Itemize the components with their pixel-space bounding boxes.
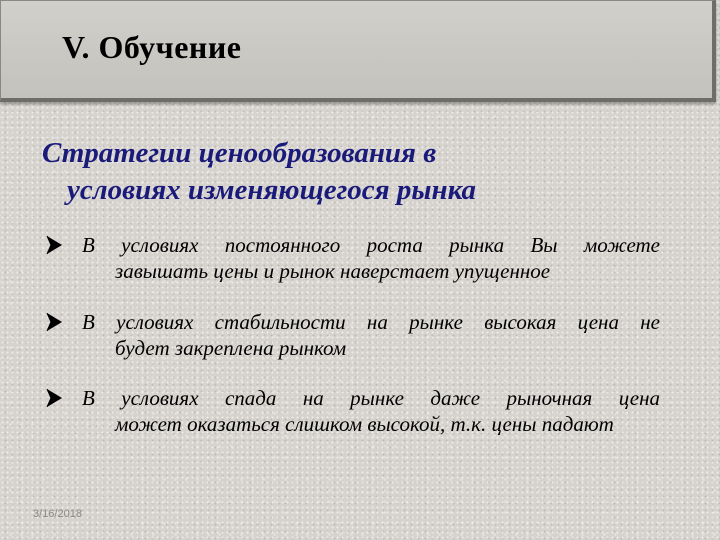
bullet-text-continuation: будет закреплена рынком	[115, 336, 347, 360]
title-band	[0, 0, 716, 102]
arrowhead-bullet-icon	[46, 388, 63, 408]
subtitle-line-1: Стратегии ценообразования в	[42, 137, 437, 169]
arrowhead-bullet-icon	[46, 312, 63, 332]
bullet-text-line-1: В условиях стабильности на рынке высокая цена не	[82, 310, 660, 334]
bullet-text-continuation: завышать цены и рынок наверстает упущенное	[115, 259, 551, 283]
slide-subtitle	[42, 135, 642, 209]
bullet-item	[46, 309, 660, 361]
arrowhead-bullet-icon	[46, 235, 63, 255]
bullet-text	[82, 232, 660, 284]
slide-title: V. Обучение	[62, 29, 242, 65]
bullet-text-line-1: В условиях спада на рынке даже рыночная цена	[82, 386, 660, 410]
bullet-item	[46, 232, 660, 284]
footer-date: 3/16/2018	[33, 508, 82, 520]
bullet-text-continuation: может оказаться слишком высокой, т.к. цены падают	[115, 412, 614, 436]
bullet-item	[46, 385, 660, 437]
bullet-text	[82, 309, 660, 361]
bullet-text-line-1: В условиях постоянного роста рынка Вы можете	[82, 233, 660, 257]
subtitle-line-2: условиях изменяющегося рынка	[67, 174, 477, 206]
bullet-text	[82, 385, 660, 437]
